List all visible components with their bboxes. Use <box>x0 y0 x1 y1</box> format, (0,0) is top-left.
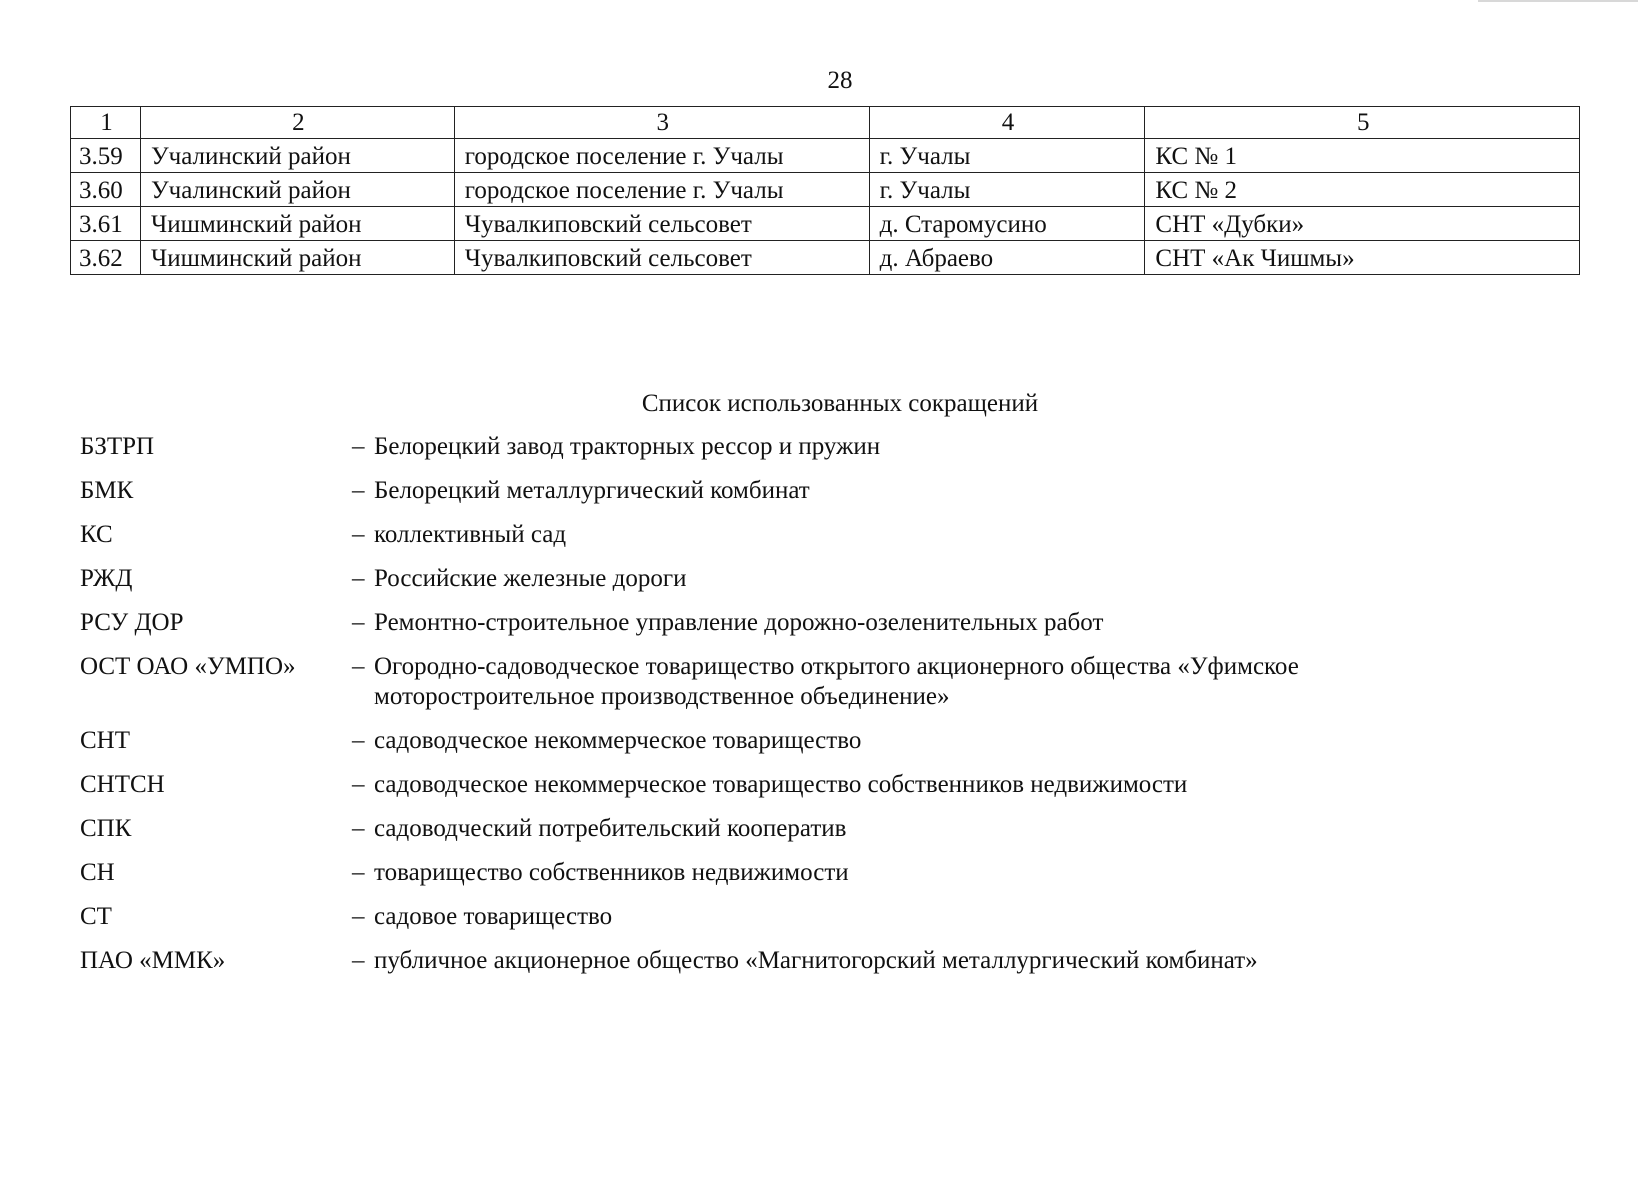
abbreviation-term: БМК <box>80 477 134 504</box>
district-cell: Учалинский район <box>140 173 454 207</box>
abbreviation-dash: – <box>352 947 365 974</box>
abbreviation-dash: – <box>352 771 365 798</box>
abbreviation-term: СТ <box>80 903 112 930</box>
abbreviation-term: СН <box>80 859 115 886</box>
abbreviation-item <box>80 858 1580 888</box>
abbreviation-definition: садоводческий потребительский кооператив <box>374 815 847 842</box>
district-cell: Чишминский район <box>140 207 454 241</box>
abbreviation-definition: садовое товарищество <box>374 903 613 930</box>
abbreviations-title: Список использованных сокращений <box>641 390 1039 417</box>
abbreviation-definition: публичное акционерное общество «Магнитогорский металлургический комбинат» <box>374 947 1258 974</box>
page-number: 28 <box>827 67 853 94</box>
abbreviation-dash: – <box>352 565 365 592</box>
municipality-cell: городское поселение г. Учалы <box>454 139 869 173</box>
district-cell: Учалинский район <box>140 139 454 173</box>
abbreviation-definition: садоводческое некоммерческое товарищество <box>374 727 862 754</box>
municipality-cell: городское поселение г. Учалы <box>454 173 869 207</box>
settlement-cell: г. Учалы <box>869 173 1145 207</box>
abbreviation-dash: – <box>352 815 365 842</box>
organization-cell: КС № 2 <box>1145 173 1580 207</box>
row-number: 3.61 <box>71 207 141 241</box>
abbreviation-dash: – <box>352 859 365 886</box>
abbreviation-dash: – <box>352 477 365 504</box>
abbreviation-definition: коллективный сад <box>374 521 567 548</box>
organization-cell: СНТ «Ак Чишмы» <box>1145 241 1580 275</box>
abbreviation-item <box>80 770 1580 800</box>
settlement-cell: д. Старомусино <box>869 207 1145 241</box>
abbreviation-definition: Российские железные дороги <box>374 565 687 592</box>
abbreviation-term: РЖД <box>80 565 133 592</box>
column-header-3: 3 <box>454 107 869 139</box>
abbreviation-definition: садоводческое некоммерческое товарищество собственников недвижимости <box>374 771 1188 798</box>
abbreviation-term: ПАО «ММК» <box>80 947 226 974</box>
row-number: 3.60 <box>71 173 141 207</box>
abbreviation-dash: – <box>352 903 365 930</box>
district-cell: Чишминский район <box>140 241 454 275</box>
abbreviation-dash: – <box>352 521 365 548</box>
abbreviation-term: СНТ <box>80 727 130 754</box>
abbreviation-dash: – <box>352 609 365 636</box>
top-edge-rule <box>1478 0 1638 2</box>
abbreviation-item <box>80 814 1580 844</box>
abbreviation-item <box>80 902 1580 932</box>
organization-cell: КС № 1 <box>1145 139 1580 173</box>
abbreviations-list <box>80 432 1580 990</box>
column-header-4: 4 <box>869 107 1145 139</box>
row-number: 3.59 <box>71 139 141 173</box>
abbreviation-item <box>80 432 1580 462</box>
table-row <box>71 139 1580 173</box>
abbreviation-definition: Ремонтно-строительное управление дорожно-озеленительных работ <box>374 609 1104 636</box>
abbreviation-term: СПК <box>80 815 132 842</box>
abbreviation-definition: Огородно-садоводческое товарищество открытого акционерного общества «Уфимское моторостроительное производственное объединение» <box>374 653 1299 710</box>
organization-cell: СНТ «Дубки» <box>1145 207 1580 241</box>
abbreviation-dash: – <box>352 727 365 754</box>
abbreviation-term: СНТСН <box>80 771 165 798</box>
table-row <box>71 207 1580 241</box>
column-header-2: 2 <box>140 107 454 139</box>
abbreviation-definition: Белорецкий металлургический комбинат <box>374 477 810 504</box>
table-row <box>71 241 1580 275</box>
regions-table <box>70 106 1580 275</box>
abbreviation-dash: – <box>352 433 365 460</box>
table-row <box>71 173 1580 207</box>
abbreviation-item <box>80 652 1580 712</box>
settlement-cell: д. Абраево <box>869 241 1145 275</box>
column-header-1: 1 <box>71 107 141 139</box>
abbreviation-item <box>80 564 1580 594</box>
municipality-cell: Чувалкиповский сельсовет <box>454 241 869 275</box>
abbreviation-term: КС <box>80 521 113 548</box>
row-number: 3.62 <box>71 241 141 275</box>
abbreviation-item <box>80 726 1580 756</box>
abbreviation-item <box>80 946 1580 976</box>
abbreviation-item <box>80 608 1580 638</box>
municipality-cell: Чувалкиповский сельсовет <box>454 207 869 241</box>
abbreviation-definition: Белорецкий завод тракторных рессор и пружин <box>374 433 881 460</box>
settlement-cell: г. Учалы <box>869 139 1145 173</box>
abbreviation-term: ОСТ ОАО «УМПО» <box>80 653 296 680</box>
abbreviation-item <box>80 476 1580 506</box>
table-header-row <box>71 107 1580 139</box>
column-header-5: 5 <box>1145 107 1580 139</box>
abbreviation-term: РСУ ДОР <box>80 609 184 636</box>
abbreviation-item <box>80 520 1580 550</box>
abbreviation-term: БЗТРП <box>80 433 155 460</box>
abbreviation-definition: товарищество собственников недвижимости <box>374 859 849 886</box>
abbreviation-dash: – <box>352 653 365 680</box>
